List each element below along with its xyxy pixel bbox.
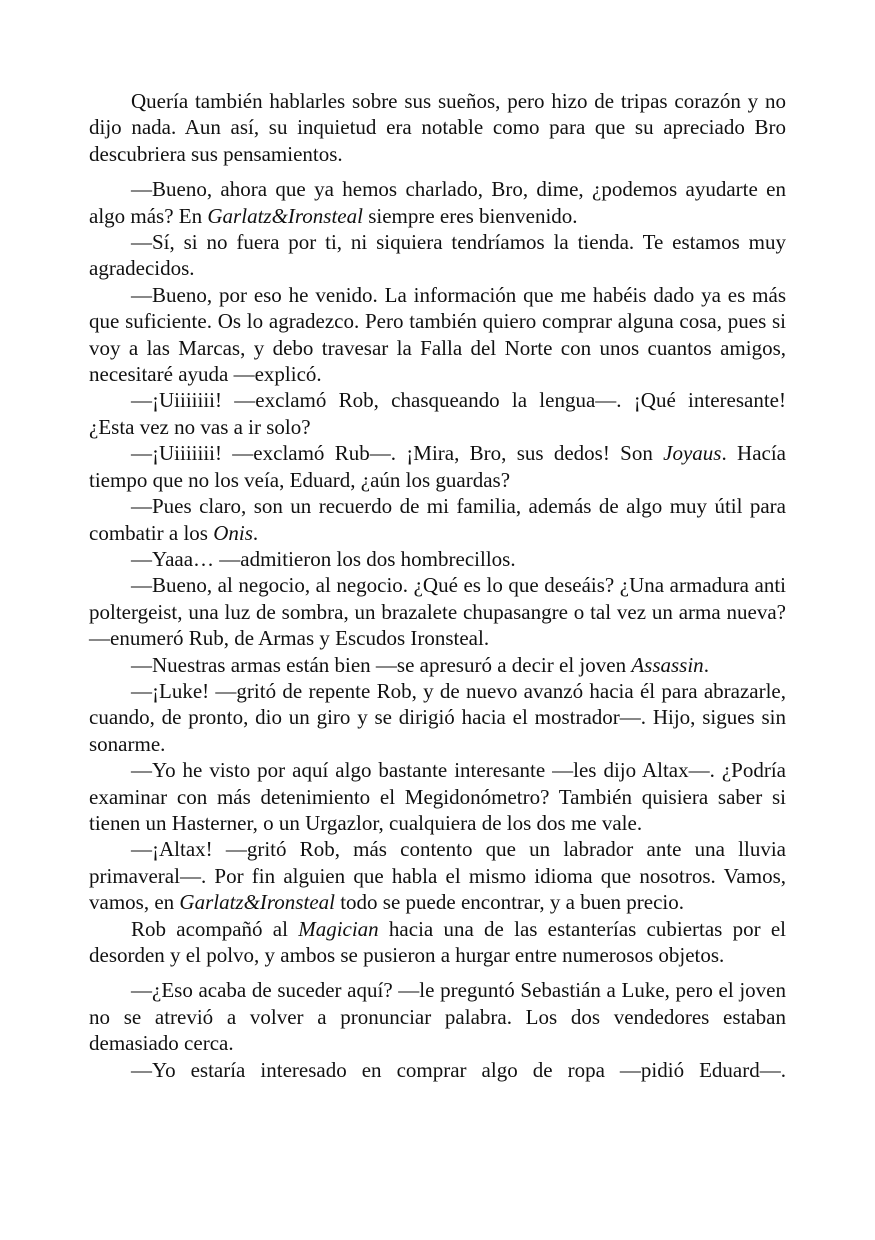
paragraph-7-text-a: —Pues claro, son un recuerdo de mi familia, además de algo muy útil para combatir a los [89, 494, 786, 545]
paragraph-2-italic-shop-name: Garlatz&Ironsteal [207, 203, 363, 228]
paragraph-14-italic-magician: Magician [298, 916, 379, 941]
paragraph-14-text-b: hacia una de las estanterías cubiertas por el desorden y el polvo, y ambos se pusieron a hurgar entre numerosos objetos. [89, 916, 786, 967]
paragraph-13-text-a: —¡Altax! —gritó Rob, más contento que un labrador ante una lluvia primaveral—. Por fin alguien que habla el mismo idioma que nosotros. Vamos, vamos, en [89, 837, 786, 915]
paragraph-10-italic-assassin: Assassin [631, 652, 704, 677]
paragraph-13-text-b: todo se puede encontrar, y a buen precio. [334, 890, 684, 915]
paragraph-12-text: —Yo he visto por aquí algo bastante interesante —les dijo Altax—. ¿Podría examinar con más detenimiento el Megidonómetro? También quisiera saber si tienen un Hasterner, o un Urgazlor, cualquiera de los dos me vale. [89, 758, 786, 835]
paragraph-6-text-a: —¡Uiiiiiii! —exclamó Rub—. ¡Mira, Bro, sus dedos! Son [131, 441, 664, 466]
paragraph-1-text: Quería también hablarles sobre sus sueños, pero hizo de tripas corazón y no dijo nada. Aun así, su inquietud era notable como para que su apreciado Bro descubriera sus pensamientos. [89, 89, 786, 166]
paragraph-13 [89, 836, 786, 915]
paragraph-2 [89, 176, 786, 229]
paragraph-10 [89, 652, 786, 678]
paragraph-6-italic-joyaus: Joyaus [663, 441, 722, 466]
paragraph-5 [89, 387, 786, 440]
paragraph-8-text: —Yaaa… —admitieron los dos hombrecillos. [131, 546, 516, 571]
paragraph-10-text-b: . [703, 652, 709, 677]
paragraph-9-text: —Bueno, al negocio, al negocio. ¿Qué es lo que deseáis? ¿Una armadura anti poltergeist, una luz de sombra, un brazalete chupasangre o tal vez un arma nueva? —enumeró Rub, de Armas y Escudos Ironsteal. [89, 573, 786, 651]
paragraph-10-text-a: —Nuestras armas están bien —se apresuró a decir el joven [131, 652, 632, 677]
paragraph-16-text: —Yo estaría interesado en comprar algo de ropa —pidió Eduard—. [131, 1057, 786, 1082]
paragraph-7-text-b: . [252, 520, 259, 545]
paragraph-13-italic-shop-name: Garlatz&Ironsteal [179, 890, 335, 915]
paragraph-11 [89, 678, 786, 757]
paragraph-16 [89, 1057, 786, 1083]
paragraph-14-text-a: Rob acompañó al [131, 916, 299, 941]
paragraph-4-text: —Bueno, por eso he venido. La información que me habéis dado ya es más que suficiente. Os lo agradezco. Pero también quiero comprar alguna cosa, pues si voy a las Marcas, y debo travesar la Falla del Norte con unos cuantos amigos, necesitaré ayuda —explicó. [89, 282, 786, 387]
paragraph-6-text-b: . Hacía tiempo que no los veía, Eduard, ¿aún los guardas? [89, 441, 786, 492]
paragraph-5-text: —¡Uiiiiiii! —exclamó Rob, chasqueando la lengua—. ¡Qué interesante! ¿Esta vez no vas a ir solo? [89, 388, 786, 439]
paragraph-15-text: —¿Eso acaba de suceder aquí? —le preguntó Sebastián a Luke, pero el joven no se atrevió a volver a pronunciar palabra. Los dos vendedores estaban demasiado cerca. [89, 978, 786, 1056]
paragraph-1 [89, 88, 786, 167]
paragraph-7-italic-onis: Onis [213, 520, 253, 545]
paragraph-6 [89, 440, 786, 493]
paragraph-3 [89, 229, 786, 282]
paragraph-9 [89, 572, 786, 651]
paragraph-4 [89, 282, 786, 388]
paragraph-7 [89, 493, 786, 546]
paragraph-3-text: —Sí, si no fuera por ti, ni siquiera tendríamos la tienda. Te estamos muy agradecidos. [89, 230, 786, 281]
paragraph-12 [89, 757, 786, 836]
paragraph-2-text-b: siempre eres bienvenido. [362, 203, 578, 228]
paragraph-14 [89, 916, 786, 969]
paragraph-2-text-a: —Bueno, ahora que ya hemos charlado, Bro, dime, ¿podemos ayudarte en algo más? En [89, 177, 786, 228]
book-page [89, 88, 786, 1083]
paragraph-8 [89, 546, 786, 572]
paragraph-11-text: —¡Luke! —gritó de repente Rob, y de nuevo avanzó hacia él para abrazarle, cuando, de pronto, dio un giro y se dirigió hacia el mostrador—. Hijo, sigues sin sonarme. [89, 678, 786, 756]
paragraph-15 [89, 977, 786, 1056]
